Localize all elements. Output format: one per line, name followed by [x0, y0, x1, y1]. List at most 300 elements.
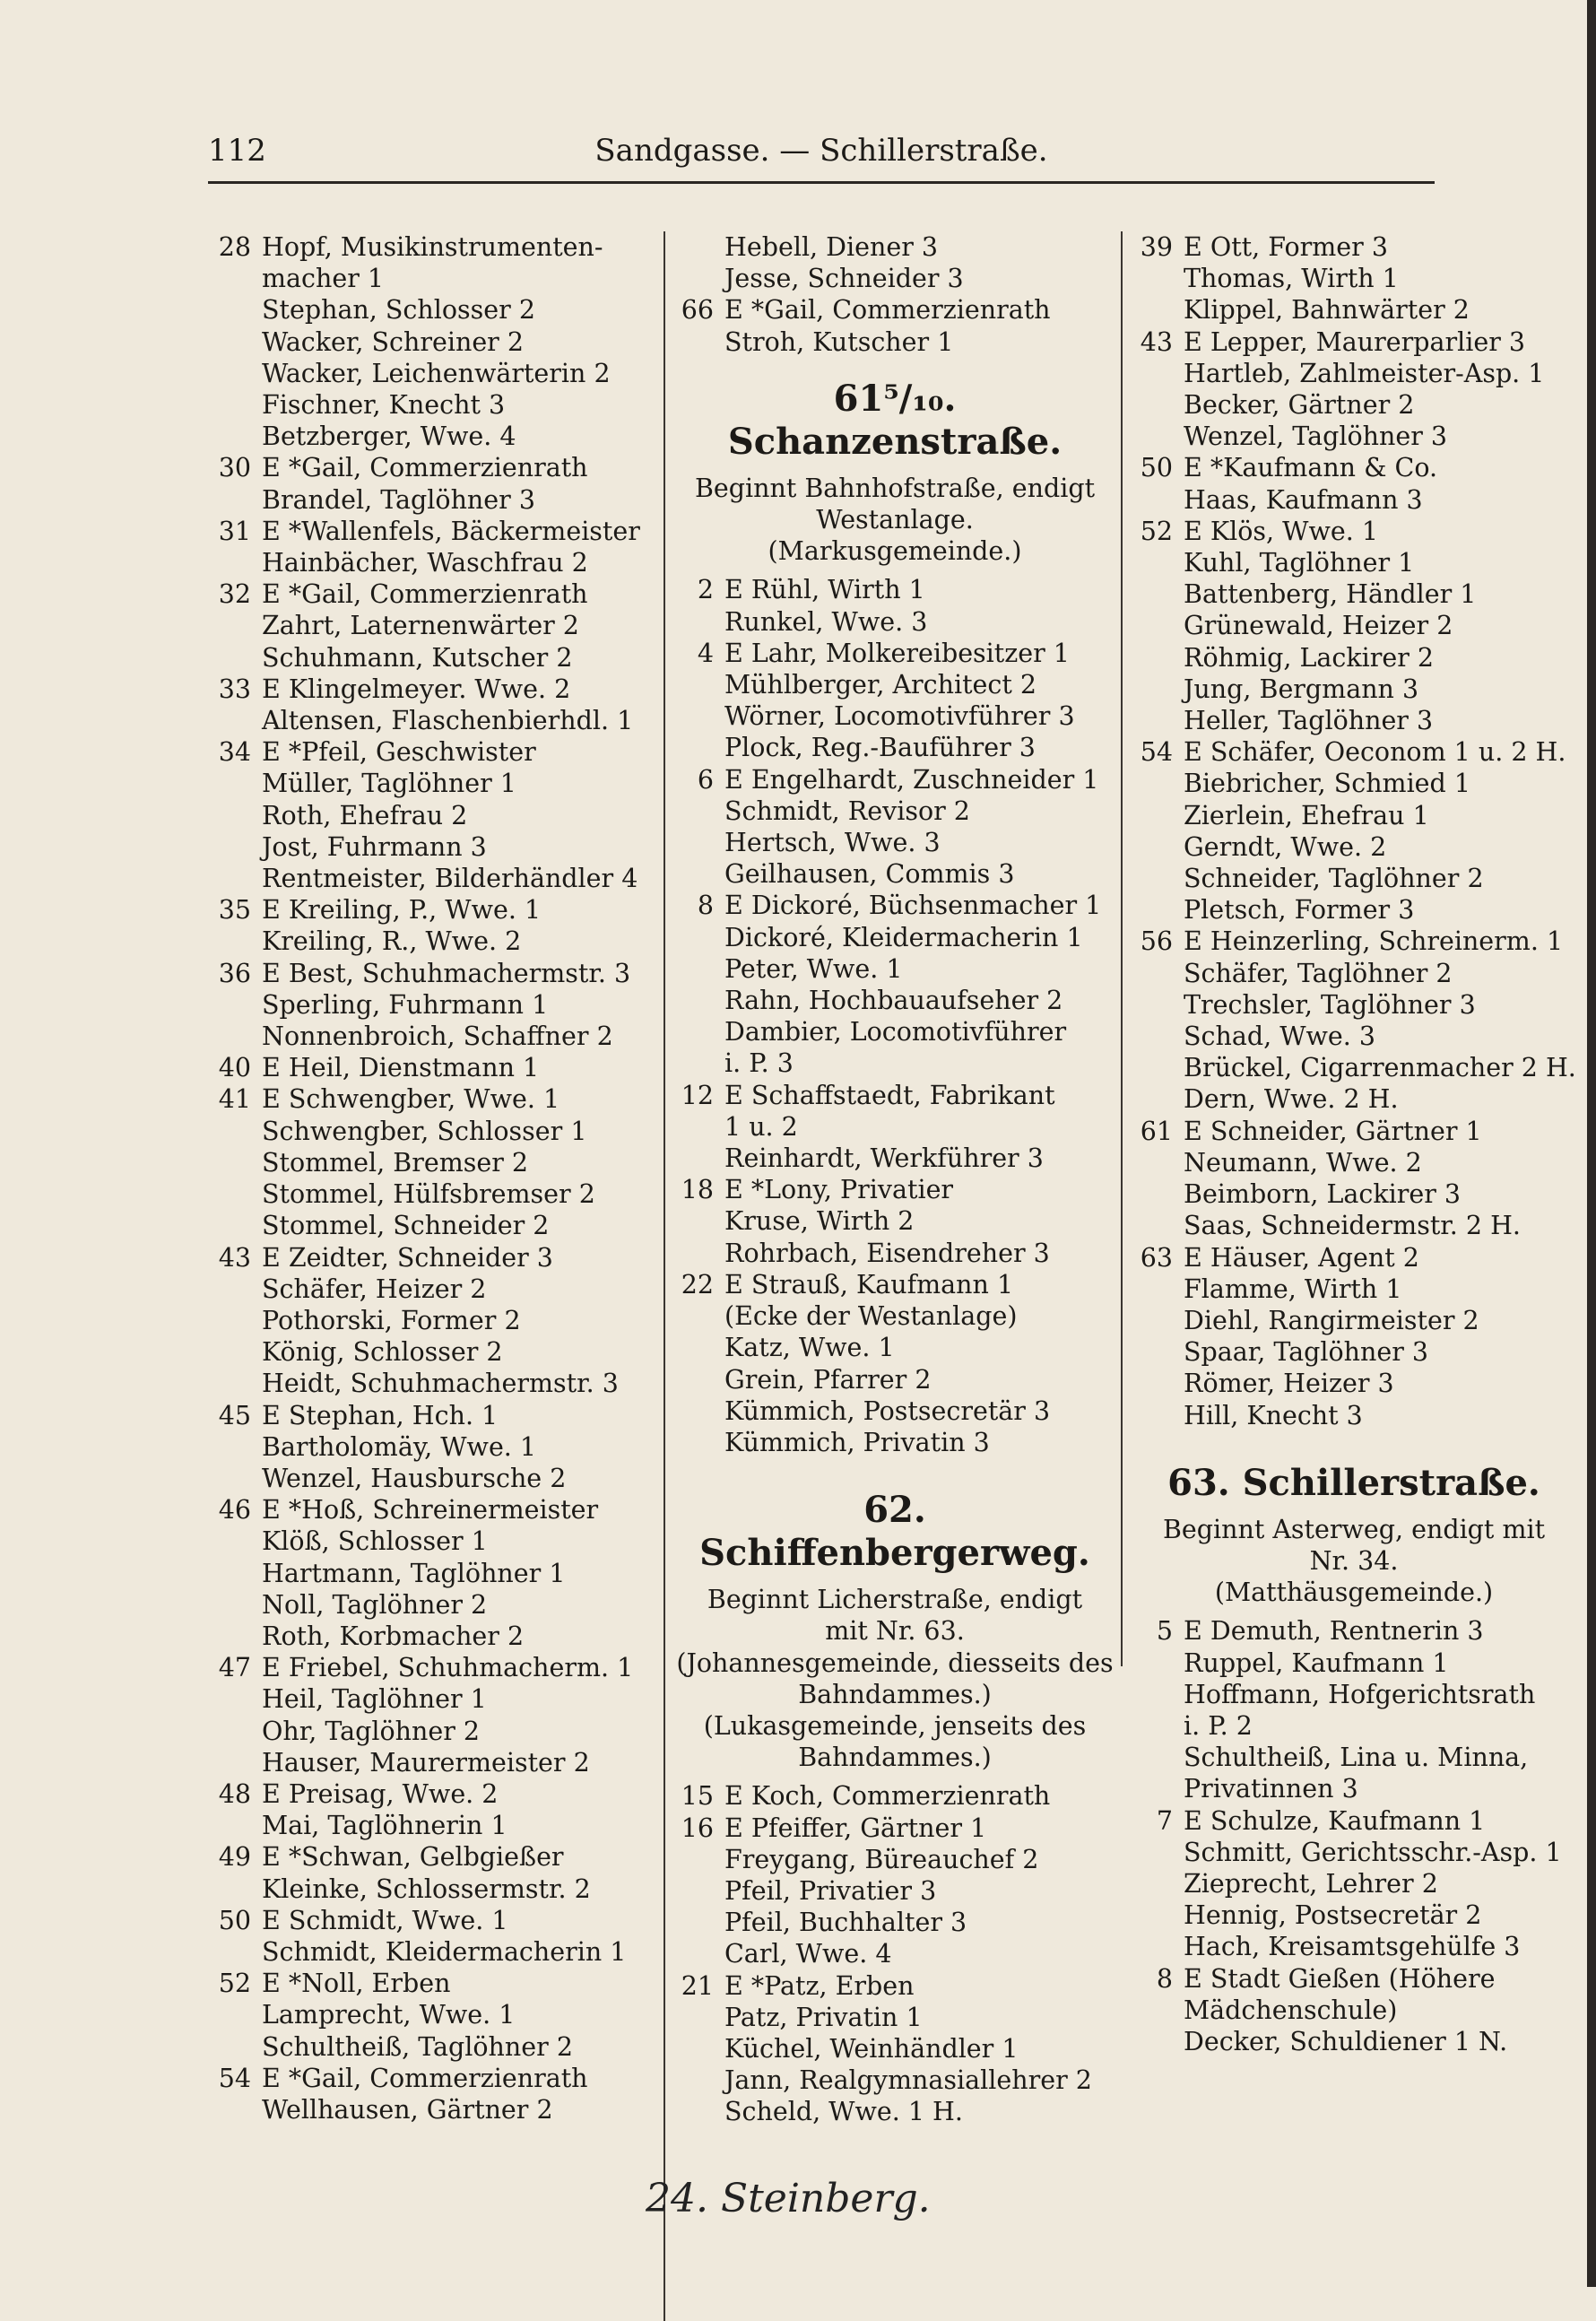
directory-entry [671, 1970, 1119, 2002]
directory-entry [1130, 231, 1578, 263]
directory-entry [208, 1336, 656, 1368]
resident-text: E *Gail, Commerzienrath [262, 2063, 588, 2093]
directory-entry [1130, 578, 1578, 610]
directory-entry [671, 953, 1119, 985]
directory-entry [1130, 768, 1578, 799]
directory-entry [208, 1810, 656, 1841]
directory-entry [1130, 800, 1578, 831]
resident-text: E *Noll, Erben [262, 1969, 451, 1999]
directory-entry [671, 1332, 1119, 1363]
directory-entry [1130, 894, 1578, 926]
resident-text: Plock, Reg.-Bauführer 3 [724, 733, 1036, 763]
resident-text: Jann, Realgymnasiallehrer 2 [724, 2065, 1092, 2096]
resident-text: Müller, Taglöhner 1 [262, 769, 516, 799]
house-number: 22 [681, 1269, 714, 1300]
directory-entry [208, 421, 656, 452]
resident-text: E Schneider, Gärtner 1 [1184, 1116, 1482, 1146]
resident-text: Decker, Schuldiener 1 N. [1184, 2026, 1508, 2056]
section-description: Beginnt Licherstraße, endigt [707, 1585, 1083, 1615]
house-number: 31 [218, 516, 251, 546]
directory-entry [671, 985, 1119, 1016]
house-number: 43 [1140, 326, 1173, 357]
directory-entry [208, 989, 656, 1021]
directory-entry [1130, 1021, 1578, 1052]
directory-entry [1130, 358, 1578, 389]
directory-entry [1130, 1210, 1578, 1241]
directory-entry [671, 1300, 1119, 1332]
resident-text: Schad, Wwe. 3 [1184, 1021, 1376, 1052]
section-description: mit Nr. 63. [825, 1616, 965, 1647]
directory-entry [1130, 1647, 1578, 1679]
directory-entry [208, 1021, 656, 1052]
resident-text: E Lahr, Molkereibesitzer 1 [724, 638, 1070, 668]
resident-text: E Rühl, Wirth 1 [724, 575, 925, 605]
resident-text: Stommel, Hülfsbremser 2 [262, 1179, 595, 1210]
resident-text: E *Schwan, Gelbgießer [262, 1842, 564, 1873]
directory-entry [1130, 1742, 1578, 1773]
directory-entry [1130, 674, 1578, 705]
directory-entry [1130, 1400, 1578, 1431]
resident-text: E *Patz, Erben [724, 1970, 915, 2001]
resident-text: Römer, Heizer 3 [1184, 1369, 1394, 1399]
resident-text: Heller, Taglöhner 3 [1184, 706, 1434, 736]
directory-entry [208, 1526, 656, 1557]
resident-text: Pothorski, Former 2 [262, 1305, 521, 1335]
directory-entry [671, 669, 1119, 700]
parish-note: (Markusgemeinde.) [768, 536, 1022, 567]
resident-text: Grein, Pfarrer 2 [724, 1364, 932, 1395]
directory-entry [1130, 294, 1578, 326]
resident-text: Pfeil, Privatier 3 [724, 1875, 937, 1906]
resident-text: Küchel, Weinhändler 1 [724, 2033, 1019, 2064]
house-number: 39 [1140, 232, 1173, 262]
resident-text: Klöß, Schlosser 1 [262, 1526, 488, 1557]
entry-list [1130, 231, 1578, 1431]
directory-entry [671, 1269, 1119, 1300]
directory-entry [1130, 1274, 1578, 1305]
resident-text: Noll, Taglöhner 2 [262, 1589, 488, 1620]
directory-entry [208, 1683, 656, 1715]
directory-entry [208, 294, 656, 326]
resident-text: Schuhmann, Kutscher 2 [262, 642, 573, 673]
directory-entry [1130, 863, 1578, 894]
directory-entry [208, 1716, 656, 1747]
directory-entry [208, 2031, 656, 2063]
resident-text: Zierlein, Ehefrau 1 [1184, 800, 1429, 830]
resident-text: Betzberger, Wwe. 4 [262, 422, 516, 452]
resident-text: E Zeidter, Schneider 3 [262, 1242, 553, 1273]
resident-text: E *Gail, Commerzienrath [262, 579, 588, 610]
directory-entry [1130, 1679, 1578, 1710]
column-divider [1121, 231, 1123, 1666]
directory-entry [208, 2063, 656, 2094]
parish-note: (Matthäusgemeinde.) [1214, 1578, 1494, 1608]
directory-entry [671, 1080, 1119, 1111]
resident-text: E Schaffstaedt, Fabrikant [724, 1080, 1055, 1110]
resident-text: Bartholomäy, Wwe. 1 [262, 1431, 537, 1462]
house-number: 34 [218, 737, 251, 768]
column-1 [208, 231, 656, 2125]
directory-entry [1130, 989, 1578, 1021]
directory-entry [1130, 1837, 1578, 1868]
directory-entry [1130, 958, 1578, 989]
resident-text: Becker, Gärtner 2 [1184, 390, 1415, 421]
resident-text: E Best, Schuhmachermstr. 3 [262, 958, 631, 988]
resident-text: Schmidt, Kleidermacherin 1 [262, 1936, 627, 1967]
directory-entry [208, 547, 656, 578]
directory-entry [208, 1463, 656, 1494]
resident-text: E Koch, Commerzienrath [724, 1781, 1051, 1812]
resident-text: Hebell, Diener 3 [724, 232, 939, 262]
directory-entry [1130, 1178, 1578, 1210]
resident-text: Rentmeister, Bilderhändler 4 [262, 864, 638, 894]
resident-text: E Klingelmeyer. Wwe. 2 [262, 674, 571, 704]
resident-text: Schmidt, Revisor 2 [724, 795, 970, 826]
directory-entry [208, 1873, 656, 1905]
directory-entry [671, 1812, 1119, 1844]
resident-text: E Demuth, Rentnerin 3 [1184, 1616, 1484, 1647]
resident-text: E *Wallenfels, Bäckermeister [262, 516, 640, 546]
directory-entry [671, 1238, 1119, 1269]
column-divider [664, 231, 665, 2321]
directory-entry [1130, 484, 1578, 516]
house-number: 54 [1140, 737, 1173, 768]
resident-text: Schäfer, Heizer 2 [262, 1274, 487, 1304]
directory-entry [208, 1242, 656, 1274]
directory-entry [1130, 1995, 1578, 2026]
directory-entry [671, 700, 1119, 732]
resident-text: i. P. 2 [1184, 1710, 1253, 1741]
house-number: 50 [218, 1905, 251, 1935]
directory-entry [208, 768, 656, 799]
resident-text: E Heil, Dienstmann 1 [262, 1053, 540, 1083]
resident-text: Heil, Taglöhner 1 [262, 1684, 487, 1715]
directory-entry [1130, 1868, 1578, 1899]
resident-text: Spaar, Taglöhner 3 [1184, 1337, 1429, 1368]
header-rule [208, 181, 1435, 184]
directory-entry [208, 831, 656, 863]
resident-text: Hopf, Musikinstrumenten- [262, 232, 603, 262]
directory-entry [671, 574, 1119, 605]
resident-text: Lamprecht, Wwe. 1 [262, 2000, 516, 2030]
house-number: 61 [1140, 1116, 1173, 1146]
directory-entry [671, 922, 1119, 953]
resident-text: E Schäfer, Oeconom 1 u. 2 H. [1184, 737, 1566, 768]
directory-entry [208, 389, 656, 421]
resident-text: Zieprecht, Lehrer 2 [1184, 1868, 1438, 1899]
resident-text: Saas, Schneidermstr. 2 H. [1184, 1211, 1521, 1241]
directory-entry [208, 1494, 656, 1526]
resident-text: Brandel, Taglöhner 3 [262, 484, 535, 515]
house-number: 8 [697, 891, 714, 921]
page-edge [1587, 0, 1596, 2287]
directory-entry [671, 1844, 1119, 1875]
directory-entry [208, 516, 656, 547]
directory-entry [671, 1875, 1119, 1907]
house-number: 6 [697, 764, 714, 795]
resident-text: Stroh, Kutscher 1 [724, 326, 954, 357]
directory-entry [208, 800, 656, 831]
resident-text: König, Schlosser 2 [262, 1337, 503, 1368]
house-number: 21 [681, 1970, 714, 2001]
column-2 [671, 231, 1119, 2128]
resident-text: Dickoré, Kleidermacherin 1 [724, 922, 1083, 952]
directory-entry [208, 1621, 656, 1652]
section-title: 61⁵/₁₀. Schanzenstraße. [727, 377, 1063, 463]
directory-entry [208, 1305, 656, 1336]
directory-entry [1130, 610, 1578, 641]
directory-entry [208, 1116, 656, 1147]
resident-text: E *Pfeil, Geschwister [262, 737, 536, 768]
resident-text: Klippel, Bahnwärter 2 [1184, 295, 1470, 326]
directory-entry [1130, 1931, 1578, 1962]
resident-text: E Schmidt, Wwe. 1 [262, 1905, 508, 1935]
directory-entry [208, 894, 656, 926]
resident-text: Jung, Bergmann 3 [1184, 674, 1419, 704]
house-number: 48 [218, 1778, 251, 1809]
resident-text: E Heinzerling, Schreinerm. 1 [1184, 926, 1564, 957]
house-number: 52 [218, 1969, 251, 1999]
directory-entry [208, 1178, 656, 1210]
resident-text: Haas, Kaufmann 3 [1184, 484, 1423, 515]
resident-text: Heidt, Schuhmachermstr. 3 [262, 1369, 619, 1399]
resident-text: E Strauß, Kaufmann 1 [724, 1269, 1014, 1300]
directory-entry [671, 827, 1119, 858]
resident-text: Kuhl, Taglöhner 1 [1184, 548, 1415, 578]
directory-entry [671, 1205, 1119, 1237]
resident-text: E Friebel, Schuhmacherm. 1 [262, 1653, 634, 1683]
directory-entry [671, 890, 1119, 921]
directory-entry [671, 2033, 1119, 2065]
directory-entry [208, 1052, 656, 1083]
directory-entry [671, 1047, 1119, 1079]
resident-text: Patz, Privatin 1 [724, 2002, 923, 2032]
directory-entry [208, 642, 656, 674]
house-number: 12 [681, 1080, 714, 1110]
directory-entry [1130, 1305, 1578, 1336]
house-number: 36 [218, 958, 251, 988]
resident-text: Mai, Taglöhnerin 1 [262, 1811, 507, 1841]
resident-text: E Pfeiffer, Gärtner 1 [724, 1812, 987, 1843]
directory-entry [1130, 642, 1578, 674]
resident-text: Stephan, Schlosser 2 [262, 295, 535, 326]
resident-text: E Engelhardt, Zuschneider 1 [724, 764, 1099, 795]
directory-entry [671, 231, 1119, 263]
resident-text: Runkel, Wwe. 3 [724, 606, 928, 637]
resident-text: Schwengber, Schlosser 1 [262, 1116, 587, 1146]
directory-entry [208, 231, 656, 263]
parish-note: Bahndammes.) [798, 1679, 992, 1709]
directory-entry [208, 926, 656, 957]
resident-text: E *Kaufmann & Co. [1184, 453, 1438, 483]
resident-text: Wellhausen, Gärtner 2 [262, 2094, 553, 2125]
resident-text: Hoffmann, Hofgerichtsrath [1184, 1679, 1536, 1709]
directory-entry [671, 263, 1119, 294]
directory-entry [1130, 421, 1578, 452]
directory-entry [1130, 736, 1578, 768]
house-number: 4 [697, 638, 714, 668]
house-number: 47 [218, 1653, 251, 1683]
house-number: 32 [218, 579, 251, 610]
directory-entry [208, 1083, 656, 1115]
directory-entry [1130, 1242, 1578, 1274]
directory-entry [671, 2096, 1119, 2127]
resident-text: Rahn, Hochbauaufseher 2 [724, 986, 1063, 1016]
handwritten-note: 24. Steinberg. [646, 2176, 931, 2221]
directory-entry [671, 1395, 1119, 1427]
resident-text: Ruppel, Kaufmann 1 [1184, 1647, 1449, 1678]
resident-text: Flamme, Wirth 1 [1184, 1274, 1402, 1304]
resident-text: Zahrt, Laternenwärter 2 [262, 611, 579, 641]
directory-entry [1130, 2026, 1578, 2057]
resident-text: Kleinke, Schlossermstr. 2 [262, 1873, 591, 1904]
resident-text: Biebricher, Schmied 1 [1184, 769, 1470, 799]
resident-text: Hennig, Postsecretär 2 [1184, 1900, 1482, 1931]
resident-text: Hainbächer, Waschfrau 2 [262, 548, 588, 578]
resident-text: Stommel, Schneider 2 [262, 1211, 550, 1241]
directory-entry [1130, 516, 1578, 547]
directory-entry [208, 1968, 656, 1999]
resident-text: E Ott, Former 3 [1184, 232, 1388, 262]
resident-text: Kruse, Wirth 2 [724, 1206, 915, 1237]
entry-list [208, 231, 656, 2125]
resident-text: Altensen, Flaschenbierhdl. 1 [262, 706, 634, 736]
house-number: 45 [218, 1400, 251, 1430]
resident-text: Kreiling, R., Wwe. 2 [262, 926, 522, 957]
directory-entry [1130, 1083, 1578, 1115]
directory-entry [671, 1364, 1119, 1395]
house-number: 52 [1140, 516, 1173, 546]
directory-entry [208, 1558, 656, 1589]
directory-entry [1130, 1116, 1578, 1147]
resident-text: Schäfer, Taglöhner 2 [1184, 958, 1453, 988]
resident-text: E Stephan, Hch. 1 [262, 1400, 499, 1430]
directory-entry [208, 1589, 656, 1621]
section-title: 62. Schiffenbergerweg. [699, 1489, 1090, 1575]
directory-entry [671, 326, 1119, 358]
directory-entry [671, 764, 1119, 795]
resident-text: Röhmig, Lackirer 2 [1184, 642, 1435, 673]
page-header [208, 127, 1435, 181]
resident-text: i. P. 3 [724, 1048, 794, 1079]
house-number: 30 [218, 453, 251, 483]
directory-entry [1130, 1899, 1578, 1931]
directory-entry [671, 1780, 1119, 1812]
resident-text: Hertsch, Wwe. 3 [724, 828, 941, 858]
directory-entry [208, 484, 656, 516]
resident-text: Rohrbach, Eisendreher 3 [724, 1238, 1050, 1268]
house-number: 5 [1156, 1616, 1173, 1647]
house-number: 15 [681, 1781, 714, 1812]
directory-entry [671, 638, 1119, 669]
directory-entry [208, 1274, 656, 1305]
directory-entry [208, 1905, 656, 1936]
directory-entry [208, 705, 656, 736]
resident-text: Wacker, Leichenwärterin 2 [262, 358, 611, 388]
resident-text: Wenzel, Taglöhner 3 [1184, 422, 1448, 452]
directory-entry [1130, 1368, 1578, 1399]
directory-entry [208, 1400, 656, 1431]
column-3 [1130, 231, 1578, 2057]
directory-entry [208, 1147, 656, 1178]
resident-text: Nonnenbroich, Schaffner 2 [262, 1021, 613, 1052]
directory-entry [208, 674, 656, 705]
resident-text: Jost, Fuhrmann 3 [262, 831, 487, 862]
resident-text: Mädchenschule) [1184, 1995, 1398, 2025]
resident-text: Dambier, Locomotivführer [724, 1017, 1067, 1047]
entry-list [671, 1780, 1119, 2127]
resident-text: E Stadt Gießen (Höhere [1184, 1963, 1496, 1994]
directory-entry [208, 1778, 656, 1810]
house-number: 33 [218, 674, 251, 704]
resident-text: Freygang, Büreauchef 2 [724, 1844, 1039, 1874]
resident-text: E *Lony, Privatier [724, 1175, 954, 1205]
resident-text: Scheld, Wwe. 1 H. [724, 2097, 963, 2127]
directory-entry [1130, 547, 1578, 578]
resident-text: E Häuser, Agent 2 [1184, 1242, 1419, 1273]
resident-text: Kümmich, Privatin 3 [724, 1427, 990, 1457]
house-number: 63 [1140, 1242, 1173, 1273]
directory-entry [1130, 1963, 1578, 1995]
directory-entry [208, 1368, 656, 1399]
resident-text: Peter, Wwe. 1 [724, 953, 903, 984]
resident-text: 1 u. 2 [724, 1111, 798, 1142]
resident-text: Schultheiß, Lina u. Minna, [1184, 1743, 1529, 1773]
resident-text: Fischner, Knecht 3 [262, 390, 506, 421]
directory-entry [208, 358, 656, 389]
directory-entry [208, 263, 656, 294]
section-description: Beginnt Bahnhofstraße, endigt [694, 473, 1096, 503]
resident-text: Sperling, Fuhrmann 1 [262, 989, 549, 1020]
house-number: 18 [681, 1175, 714, 1205]
running-title: Sandgasse. — Schillerstraße. [594, 133, 1048, 169]
directory-entry [208, 1841, 656, 1873]
directory-entry [1130, 1805, 1578, 1837]
resident-text: Hartmann, Taglöhner 1 [262, 1558, 566, 1588]
directory-entry [671, 1143, 1119, 1174]
directory-entry [208, 1747, 656, 1778]
directory-entry [671, 732, 1119, 763]
resident-text: Mühlberger, Architect 2 [724, 670, 1037, 700]
resident-text: Diehl, Rangirmeister 2 [1184, 1305, 1479, 1335]
resident-text: Schultheiß, Taglöhner 2 [262, 2031, 573, 2062]
resident-text: Schmitt, Gerichtsschr.-Asp. 1 [1184, 1837, 1562, 1867]
directory-entry [1130, 452, 1578, 483]
resident-text: E Schwengber, Wwe. 1 [262, 1084, 560, 1115]
resident-text: E Lepper, Maurerparlier 3 [1184, 326, 1526, 357]
directory-entry [1130, 1336, 1578, 1368]
resident-text: Pfeil, Buchhalter 3 [724, 1908, 967, 1938]
resident-text: Carl, Wwe. 4 [724, 1939, 892, 1969]
directory-entry [1130, 389, 1578, 421]
house-number: 35 [218, 895, 251, 926]
section-description: Nr. 34. [1309, 1545, 1399, 1576]
house-number: 46 [218, 1495, 251, 1526]
directory-entry [671, 1111, 1119, 1143]
resident-text: Hill, Knecht 3 [1184, 1400, 1363, 1430]
directory-entry [208, 863, 656, 894]
section-description: Beginnt Asterweg, endigt mit [1162, 1514, 1546, 1544]
parish-note: Bahndammes.) [798, 1743, 992, 1773]
resident-text: Ohr, Taglöhner 2 [262, 1716, 481, 1746]
directory-entry [671, 1907, 1119, 1938]
house-number: 66 [681, 295, 714, 326]
resident-text: Roth, Korbmacher 2 [262, 1621, 525, 1651]
directory-entry [1130, 831, 1578, 863]
resident-text: Hartleb, Zahlmeister-Asp. 1 [1184, 358, 1545, 388]
entry-list [1130, 1615, 1578, 2057]
directory-entry [1130, 1615, 1578, 1647]
